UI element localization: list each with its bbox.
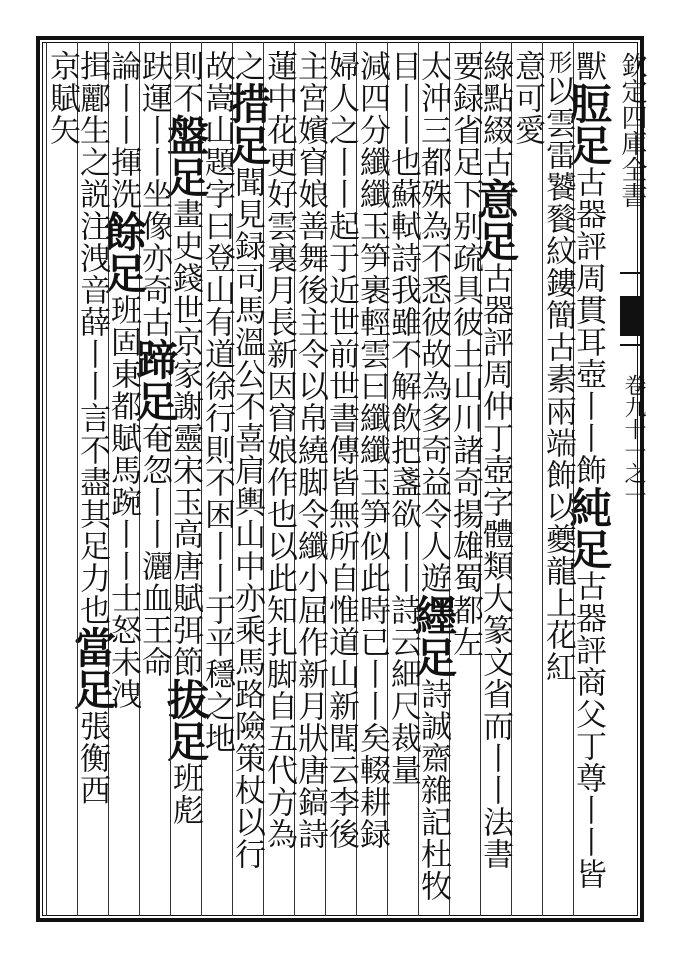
fish-tail-mark-bottom	[620, 344, 644, 354]
text-column	[354, 50, 390, 916]
entry-heading: 盤足	[161, 114, 210, 198]
column-text: 宋玉高唐賦弭節	[167, 454, 203, 678]
column-rule	[46, 42, 47, 916]
column-text: 班彪	[167, 762, 203, 826]
column-text: 京賦矢	[44, 50, 80, 146]
column-text: 則不	[167, 50, 203, 114]
fish-tail-mark-top	[620, 272, 644, 282]
text-column	[261, 50, 297, 916]
column-text: 揖酈生之説	[74, 50, 110, 210]
text-column	[292, 50, 328, 916]
column-text: 獸	[570, 50, 606, 82]
text-column	[564, 50, 613, 916]
column-text: 素兩端飾以夔龍上花紅	[540, 363, 576, 683]
column-text: 主宮嬪窅娘善舞後主令以帛繞脚令纖小屈作新月狀唐鎬詩	[292, 50, 328, 850]
text-column	[99, 50, 148, 916]
entry-heading: 脰足	[564, 82, 613, 166]
column-text: 王命	[136, 614, 172, 678]
text-column	[409, 50, 458, 916]
column-text: 古器評周貫耳壺丨丨飾	[570, 166, 606, 486]
column-text: 奄忽丨丨灑血	[136, 422, 172, 614]
column-text: 聞見録司馬溫公不喜肩輿山中亦乘馬路險策杖以行	[229, 166, 265, 870]
column-rule	[77, 42, 78, 916]
column-text: 目丨丨也蘇軾詩我雖不解飲把盞欲丨丨	[385, 50, 421, 594]
text-column	[44, 50, 80, 916]
text-column	[323, 50, 359, 916]
column-text: 班固東都賦馬踠丨丨士怒未洩	[105, 294, 141, 710]
column-rule	[542, 42, 543, 916]
text-column	[447, 50, 483, 916]
column-text: 張衡西	[74, 710, 110, 806]
black-fish-tail-mark	[620, 296, 644, 336]
column-text: 畫史錢世京家謝靈	[167, 198, 203, 454]
column-text: 綠點綴古	[477, 50, 513, 178]
column-text: 詩誠齋雜記杜牧	[415, 678, 451, 902]
column-text: 要録省足下别疏具彼土山川諸奇揚雄蜀都左	[447, 50, 483, 658]
column-text: 以雲雷饕餮紋鏤簡古	[540, 75, 576, 363]
entry-heading: 蹄足	[130, 338, 179, 422]
text-column	[68, 50, 117, 916]
text-column	[130, 50, 179, 916]
column-text: 形	[544, 50, 572, 75]
text-column	[471, 50, 520, 916]
entry-heading: 純足	[564, 486, 613, 570]
text-column	[161, 50, 210, 916]
column-text: 蓮中花更好雲裏月長新因窅娘作也以此知扎脚自五代方為	[261, 50, 297, 850]
entry-heading: 餘足	[99, 210, 148, 294]
column-text: 古器評商父丁尊丨丨皆	[570, 570, 606, 890]
column-text: 太沖三都殊為不悉彼故為多奇益令人遊	[415, 50, 451, 594]
entry-heading: 措足	[223, 82, 272, 166]
column-text: 注洩音薛丨丨言不盡其足力也	[74, 210, 110, 626]
text-column	[223, 50, 272, 916]
column-text: 論丨丨揮洗	[105, 50, 141, 210]
column-text: 詩云細尺裁量	[385, 594, 421, 786]
column-text: 古器評周仲丁壺字體類大篆文省而丨丨法書	[477, 262, 513, 870]
column-text: 意可愛	[509, 50, 545, 146]
column-text: 故嵩山題字曰登山有道徐行則不困丨丨于平穩之地	[199, 50, 235, 754]
column-text: 趺	[136, 50, 172, 82]
entry-heading: 意足	[471, 178, 520, 262]
entry-heading: 纆足	[409, 594, 458, 678]
text-column	[385, 50, 421, 916]
entry-heading: 當足	[68, 626, 117, 710]
column-text: 運丨丨坐像亦奇古	[136, 82, 172, 338]
entry-heading: 拔足	[161, 678, 210, 762]
column-text: 減四分纖纖玉笋裹輕雲曰纖纖玉笋似此時已丨丨矣輟耕録	[354, 50, 390, 850]
book-title: 欽定四庫全書	[617, 52, 647, 208]
volume-label: 卷九十一之一	[621, 374, 646, 506]
column-text: 之	[229, 50, 265, 82]
text-column	[540, 50, 576, 916]
column-text: 婦人之丨丨起于近世前世書傳皆無所自惟道山新聞云李後	[323, 50, 359, 850]
